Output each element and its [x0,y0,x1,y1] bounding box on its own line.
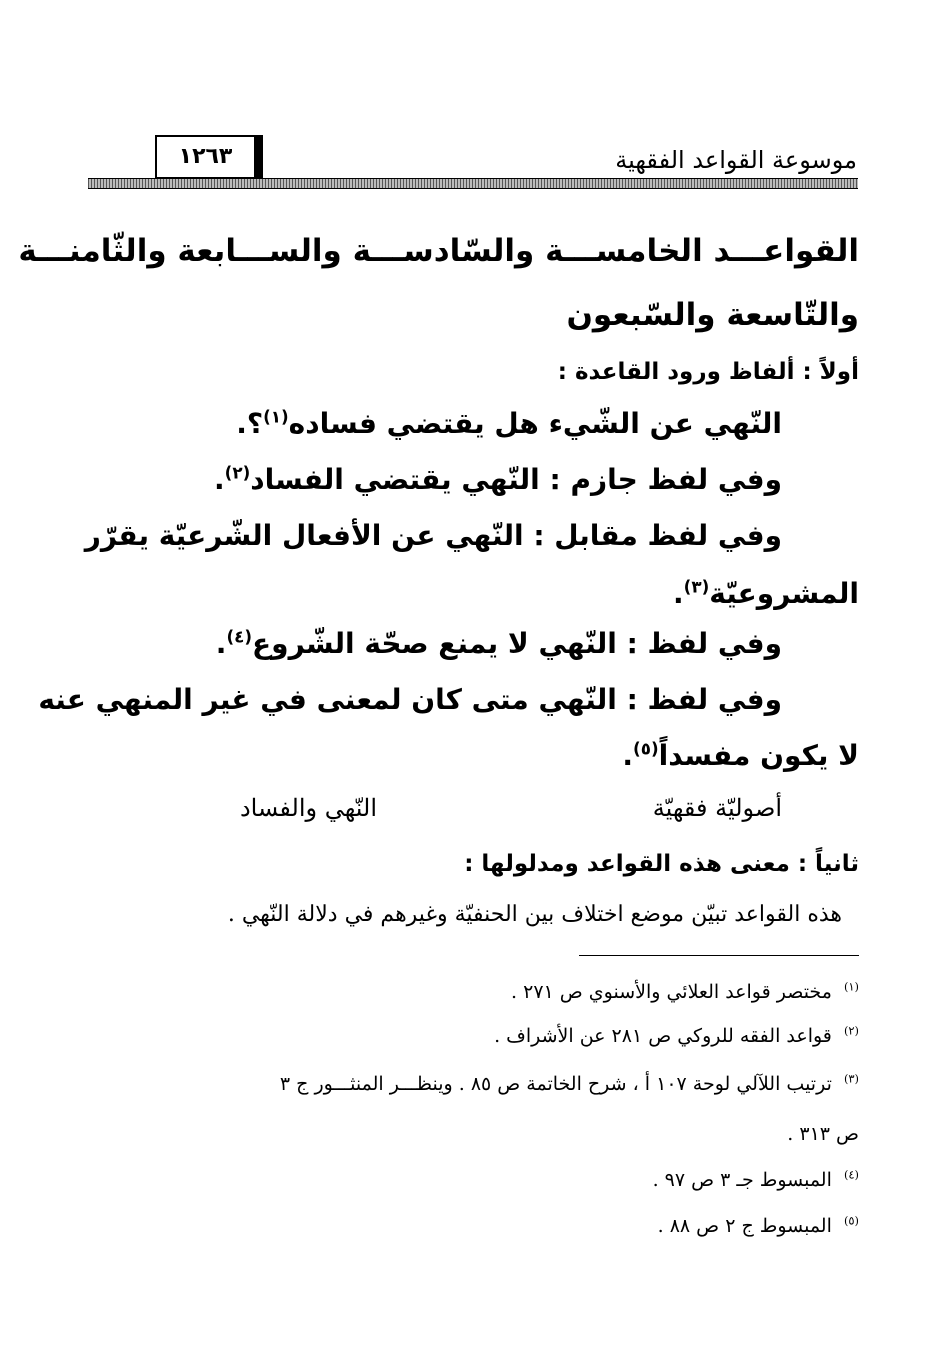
footnote-ref-5: (٥) [633,738,659,759]
rule-2-tail: . [214,463,225,496]
rule-5-line-2 [88,734,859,778]
classification-topic: النّهي والفساد [239,794,377,822]
header-rule [88,178,858,189]
rule-5-cont: لا يكون مفسداً [658,739,859,772]
footnote-2-text: قواعد الفقه للروكي ص ٢٨١ عن الأشراف . [494,1025,832,1047]
rule-3-cont: المشروعيّة [709,577,859,610]
footnote-3-continuation: ص ٣١٣ . [787,1123,859,1145]
footnote-ref-3: (٣) [683,576,710,597]
footnote-3-num: (٣) [843,1071,859,1086]
footnote-ref-4: (٤) [226,626,253,647]
section-2-body: هذه القواعد تبيّن موضع اختلاف بين الحنفيّة وغيرهم في دلالة النّهي . [227,902,842,927]
rule-3-tail: . [673,577,684,610]
footnote-3 [88,1068,859,1100]
running-header-title: موسوعة القواعد الفقهية [615,146,857,174]
chapter-title-line-1: القواعـــد الخامســـة والسّادســـة والســـابعة والثّامنـــة [18,233,859,269]
footnote-5 [88,1210,859,1242]
section-heading-2: ثانياً : معنى هذه القواعد ومدلولها : [464,851,859,877]
footnote-1-num: (١) [843,979,859,994]
footnote-ref-1: (١) [263,406,289,427]
rule-1-text: النّهي عن الشّيء هل يقتضي فساده [288,407,782,440]
footnote-5-text: المبسوط ج ٢ ص ٨٨ . [657,1215,832,1237]
rule-3-line-2 [88,572,859,616]
chapter-title-line-2: والتّاسعة والسّبعون [566,297,859,333]
footnote-5-num: (٥) [843,1213,859,1228]
rule-2-text: وفي لفظ جازم : النّهي يقتضي الفساد [250,463,782,496]
section-heading-1: أولاً : ألفاظ ورود القاعدة : [557,359,859,385]
rule-1 [88,402,782,446]
footnote-separator [579,955,859,956]
rule-1-tail: ؟. [236,407,264,440]
rule-5-line-1: وفي لفظ : النّهي متى كان لمعنى في غير المنهي عنه [38,683,782,716]
rule-4-text: وفي لفظ : النّهي لا يمنع صحّة الشّروع [252,627,782,660]
rule-4 [88,622,782,666]
footnote-ref-2: (٢) [224,462,251,483]
footnote-1 [88,976,859,1008]
classification-type: أصوليّة فقهيّة [652,794,782,822]
page-number-box [155,135,263,179]
page-number: ١٢٦٣ [178,144,233,169]
rule-3-line-1: وفي لفظ مقابل : النّهي عن الأفعال الشّرعيّة يقرّر [84,519,782,552]
rule-4-tail: . [215,627,227,660]
footnote-3-text: ترتيب اللآلي لوحة ١٠٧ أ ، شرح الخاتمة ص ٨٥ . وينظـــر المنثـــور ج ٣ [279,1073,832,1095]
footnote-2-num: (٢) [843,1023,859,1038]
footnote-1-text: مختصر قواعد العلائي والأسنوي ص ٢٧١ . [511,981,832,1003]
footnote-4-num: (٤) [843,1167,859,1182]
footnote-2 [88,1020,859,1052]
rule-5-tail: . [622,739,634,772]
footnote-4 [88,1164,859,1196]
rule-2 [88,458,782,502]
footnote-4-text: المبسوط جـ ٣ ص ٩٧ . [652,1169,832,1191]
